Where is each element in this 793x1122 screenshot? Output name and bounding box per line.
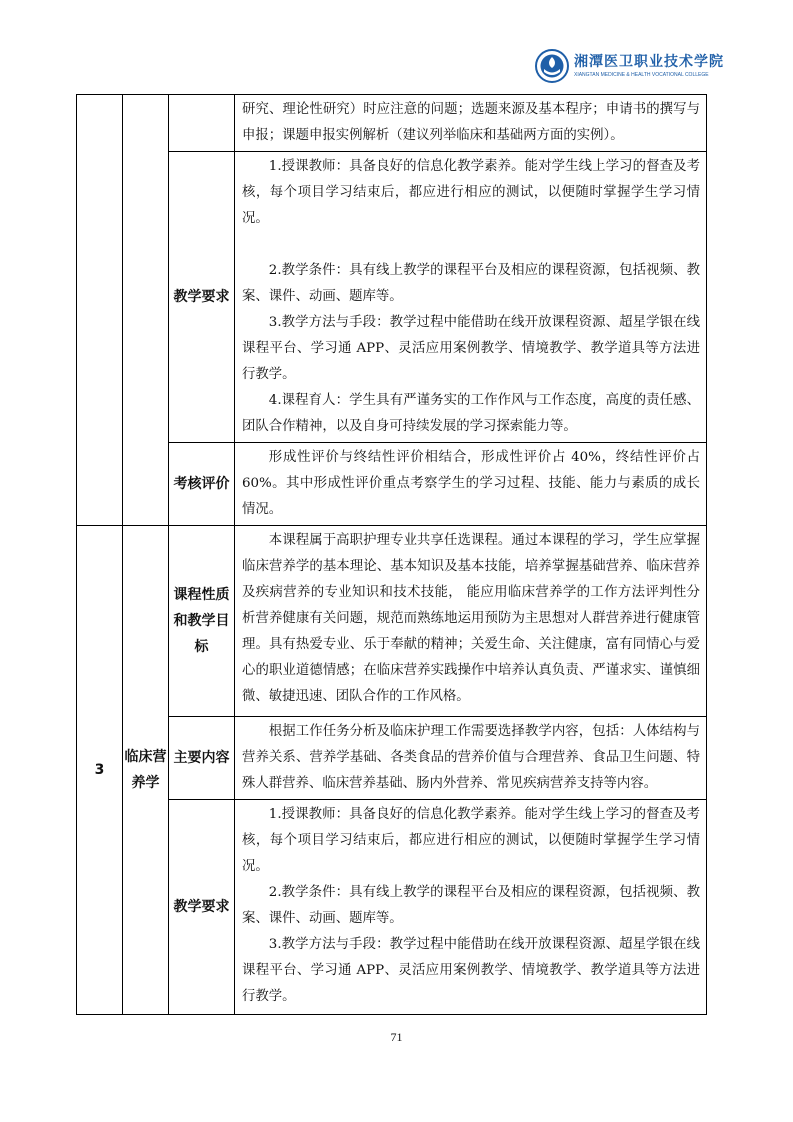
content-paragraph: 3.教学方法与手段：教学过程中能借助在线开放课程资源、超星学银在线课程平台、学习通 APP、灵活应用案例教学、情境教学、教学道具等方法进行教学。 bbox=[242, 315, 700, 382]
teaching-requirements-label-2: 教学要求 bbox=[169, 800, 235, 1015]
assessment-content bbox=[235, 443, 707, 526]
content-paragraph: 根据工作任务分析及临床护理工作需要选择教学内容，包括：人体结构与营养关系、营养学基础、各类食品的营养价值与合理营养、食品卫生问题、特殊人群营养、临床营养基础、肠内外营养、常见疾病营养支持等内容。 bbox=[242, 724, 700, 791]
content-paragraph: 4.课程育人：学生具有严谨务实的工作作风与工作态度，高度的责任感、团队合作精神，以及自身可持续发展的学习探索能力等。 bbox=[242, 393, 700, 434]
table-row bbox=[77, 526, 707, 717]
assessment-label: 考核评价 bbox=[169, 443, 235, 526]
course-number-cell-prev bbox=[77, 95, 123, 526]
teaching-requirements-content bbox=[235, 152, 707, 443]
table-row bbox=[77, 800, 707, 1015]
page-number: 71 bbox=[390, 1030, 403, 1044]
course-name-cell-prev bbox=[123, 95, 169, 526]
content-paragraph: 1.授课教师：具备良好的信息化教学素养。能对学生线上学习的督查及考核，每个项目学习结束后，都应进行相应的测试，以便随时掌握学生学习情况。 bbox=[242, 159, 700, 226]
teaching-requirements-content-2 bbox=[235, 800, 707, 1015]
table-row bbox=[77, 152, 707, 443]
table-row bbox=[77, 95, 707, 152]
main-content-text bbox=[235, 717, 707, 800]
course-name-cell: 临床营养学 bbox=[123, 526, 169, 1015]
table-row bbox=[77, 443, 707, 526]
content-paragraph: 3.教学方法与手段：教学过程中能借助在线开放课程资源、超星学银在线课程平台、学习通 APP、灵活应用案例教学、情境教学、教学道具等方法进行教学。 bbox=[242, 937, 700, 1004]
label-cell-empty bbox=[169, 95, 235, 152]
college-emblem-icon bbox=[535, 49, 569, 83]
college-logo bbox=[535, 44, 725, 88]
content-paragraph: 1.授课教师：具备良好的信息化教学素养。能对学生线上学习的督查及考核，每个项目学习结束后，都应进行相应的测试，以便随时掌握学生学习情况。 bbox=[242, 807, 700, 874]
curriculum-table bbox=[76, 94, 707, 1015]
content-paragraph: 2.教学条件：具有线上教学的课程平台及相应的课程资源，包括视频、教案、课件、动画、题库等。 bbox=[242, 885, 700, 926]
table-row bbox=[77, 717, 707, 800]
logo-chinese-name: 湘潭医卫职业技术学院 bbox=[574, 53, 724, 70]
main-content-continuation bbox=[235, 95, 707, 152]
teaching-requirements-label: 教学要求 bbox=[169, 152, 235, 443]
content-paragraph: 本课程属于高职护理专业共享任选课程。通过本课程的学习，学生应掌握临床营养学的基本理论、基本知识及基本技能，培养掌握基础营养、临床营养及疾病营养的专业知识和技术技能， 能应用临床营养学的工作方法评判性分析营养健康有关问题，规范而熟练地运用预防为主思想对人群营养进行健康管理。具有热爱专业、乐于奉献的精神；关爱生命、关注健康，富有同情心与爱心的职业道德情感；在临床营养实践操作中培养认真负责、严谨求实、谨慎细微、敏捷迅速、团队合作的工作风格。 bbox=[242, 533, 700, 704]
course-nature-content bbox=[235, 526, 707, 717]
content-paragraph: 2.教学条件：具有线上教学的课程平台及相应的课程资源，包括视频、教案、课件、动画、题库等。 bbox=[242, 263, 700, 304]
course-number-cell: 3 bbox=[77, 526, 123, 1015]
main-content-label: 主要内容 bbox=[169, 717, 235, 800]
logo-english-name: XIANGTAN MEDICINE & HEALTH VOCATIONAL COLLEGE bbox=[574, 71, 709, 78]
course-nature-label: 课程性质和教学目标 bbox=[169, 526, 235, 717]
content-paragraph: 研究、理论性研究）时应注意的问题；选题来源及基本程序；申请书的撰写与申报；课题申报实例解析（建议列举临床和基础两方面的实例）。 bbox=[242, 102, 700, 143]
content-paragraph: 形成性评价与终结性评价相结合，形成性评价占 40%，终结性评价占 60%。其中形成性评价重点考察学生的学习过程、技能、能力与素质的成长情况。 bbox=[242, 450, 700, 517]
